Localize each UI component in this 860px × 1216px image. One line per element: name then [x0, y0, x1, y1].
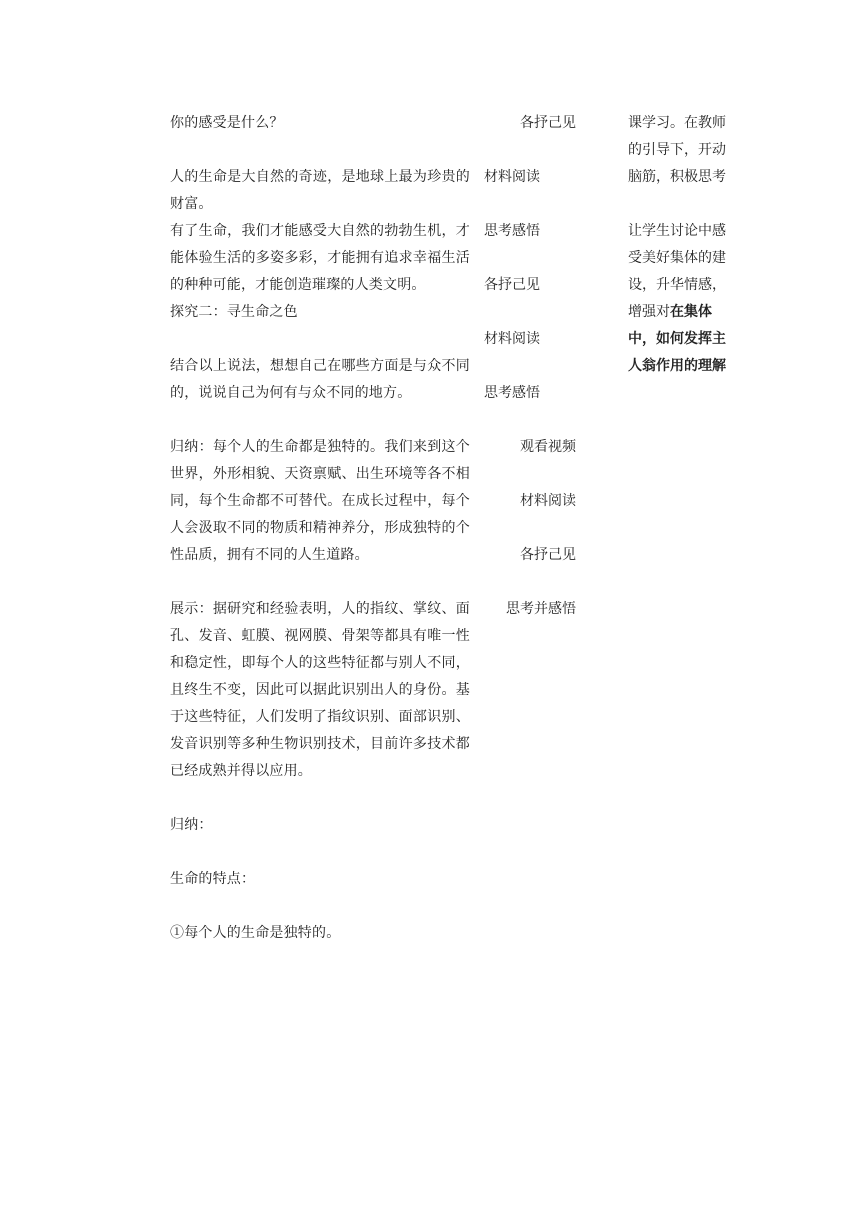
spacer	[170, 785, 470, 812]
spacer	[170, 569, 470, 596]
spacer	[628, 191, 738, 218]
question-text: 你的感受是什么？	[170, 115, 284, 131]
paragraph-life-miracle: 人的生命是大自然的奇迹，是地球上最为珍贵的财富。	[170, 169, 470, 212]
activity-item: 材料阅读	[484, 169, 540, 185]
paragraph-summary-unique: 归纳：每个人的生命都是独特的。我们来到这个世界，外形相貌、天资禀赋、出生环境等各不相同，每个生命都不可替代。在成长过程中，每个人会汲取不同的物质和精神养分，形成独特的个性品质，拥有不同的人生道路。	[170, 439, 470, 563]
paragraph-unique-self: 结合以上说法，想想自己在哪些方面是与众不同的，说说自己为何有与众不同的地方。	[170, 358, 470, 401]
activity-item: 各抒己见	[484, 277, 540, 293]
intent-text-two	[628, 218, 738, 380]
paragraph-with-life: 有了生命，我们才能感受大自然的勃勃生机，才能体验生活的多姿多彩，才能拥有追求幸福生活的种种可能，才能创造璀璨的人类文明。	[170, 223, 470, 293]
activity-item: 观看视频	[520, 439, 576, 455]
activity-item: 材料阅读	[484, 331, 540, 347]
activity-item: 各抒己见	[520, 115, 576, 131]
intent-text-two-bold: 在集体中，如何发挥主人翁作用的理解	[628, 304, 726, 374]
spacer	[170, 893, 470, 920]
section-heading-explore-two: 探究二：寻生命之色	[170, 304, 298, 320]
spacer	[170, 137, 470, 164]
activity-item: 材料阅读	[520, 493, 576, 509]
main-column	[170, 110, 470, 947]
activity-item: 思考感悟	[484, 223, 540, 239]
intent-text-one: 课学习。在教师的引导下，开动脑筋，积极思考	[628, 115, 726, 185]
life-features-label: 生命的特点：	[170, 871, 256, 887]
activity-item: 各抒己见	[520, 547, 576, 563]
spacer	[170, 326, 470, 353]
paragraph-display-biometrics: 展示：据研究和经验表明，人的指纹、掌纹、面孔、发音、虹膜、视网膜、骨架等都具有唯一性和稳定性，即每个人的这些特征都与别人不同，且终生不变，因此可以据此识别出人的身份。基于这些特征，人们发明了指纹识别、面部识别、发音识别等多种生物识别技术，目前许多技术都已经成熟并得以应用。	[170, 601, 470, 779]
spacer	[170, 839, 470, 866]
summary-label: 归纳：	[170, 817, 213, 833]
feature-item-one: ①每个人的生命是独特的。	[170, 925, 341, 941]
spacer	[170, 407, 470, 434]
activity-item: 思考感悟	[484, 385, 540, 401]
intent-text-two-plain: 让学生讨论中感受美好集体的建设，升华情感，增强对	[628, 223, 726, 320]
design-intent-column	[628, 110, 738, 380]
activity-item: 思考并感悟	[506, 601, 576, 617]
